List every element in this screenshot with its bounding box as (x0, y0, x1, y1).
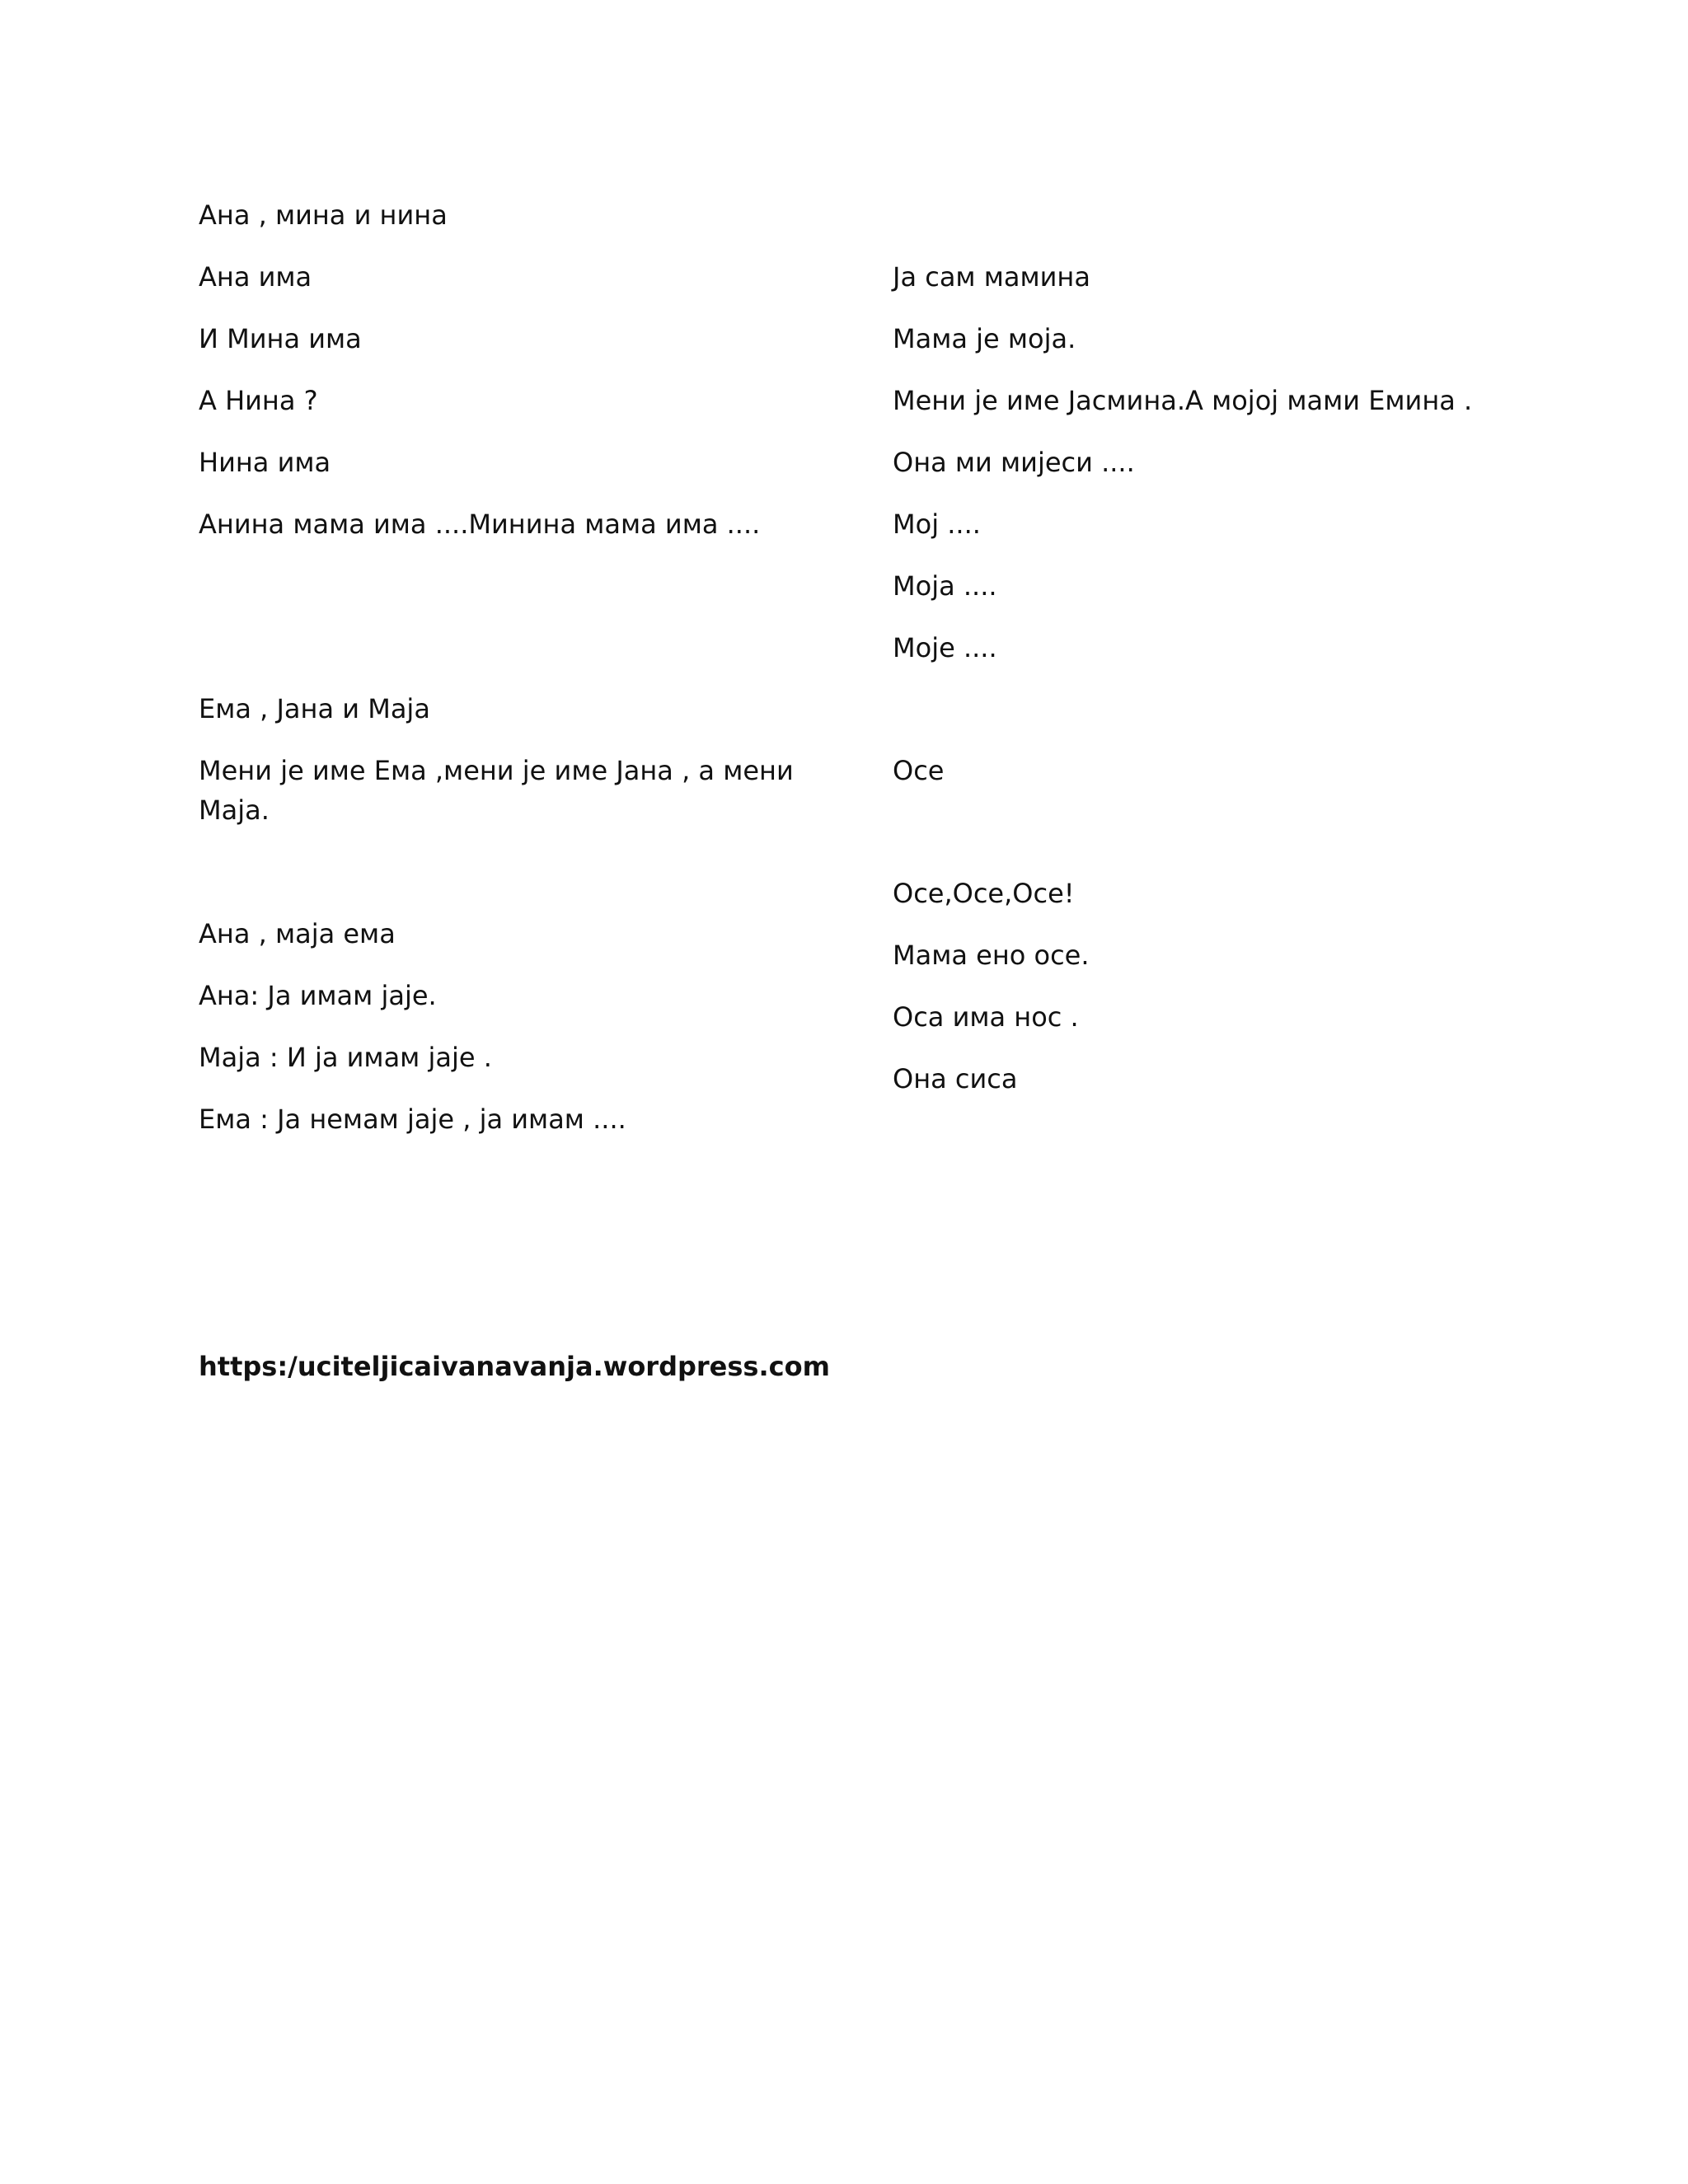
poem-line: Она ми мијеси .... (893, 447, 1135, 478)
poem-line: Мама је моја. (893, 323, 1076, 354)
poem-line: Нина има (199, 447, 331, 478)
poem-line: Маја : И ја имам јаје . (199, 1042, 492, 1073)
poem-line: Моје .... (893, 632, 997, 663)
poem-line: Она сиса (893, 1063, 1018, 1094)
poem-line: Анина мама има ....Минина мама има .... (199, 509, 761, 540)
poem-title-ana-maja-ema: Ана , маја ема (199, 918, 396, 949)
poem-line: Мени је име Јасмина.А мојој мами Емина . (893, 385, 1473, 416)
poem-line: И Мина има (199, 323, 362, 354)
poem-title-ana-mina-nina: Ана , мина и нина (199, 199, 448, 231)
poem-line: Мој .... (893, 509, 981, 540)
poem-title-ja-sam-mamina: Ја сам мамина (893, 261, 1090, 293)
poem-line: Оса има нос . (893, 1001, 1079, 1033)
poem-line: Моја .... (893, 570, 997, 602)
poem-line: Ема : Ја немам јаје , ја имам .... (199, 1104, 626, 1135)
poem-line: Ана има (199, 261, 312, 293)
footer-url: https:/uciteljicaivanavanja.wordpress.com (199, 1351, 830, 1382)
poem-title-ema-jana-maja: Ема , Јана и Маја (199, 693, 430, 724)
poem-line: Мени је име Ема ,мени је име Јана , а мени Маја. (199, 755, 794, 826)
poem-line: А Нина ? (199, 385, 318, 416)
poem-title-ose: Осе (893, 755, 945, 786)
poem-line: Мама ено осе. (893, 940, 1090, 971)
poem-line: Осе,Осе,Осе! (893, 878, 1075, 909)
poem-line: Ана: Ја имам јаје. (199, 980, 437, 1011)
